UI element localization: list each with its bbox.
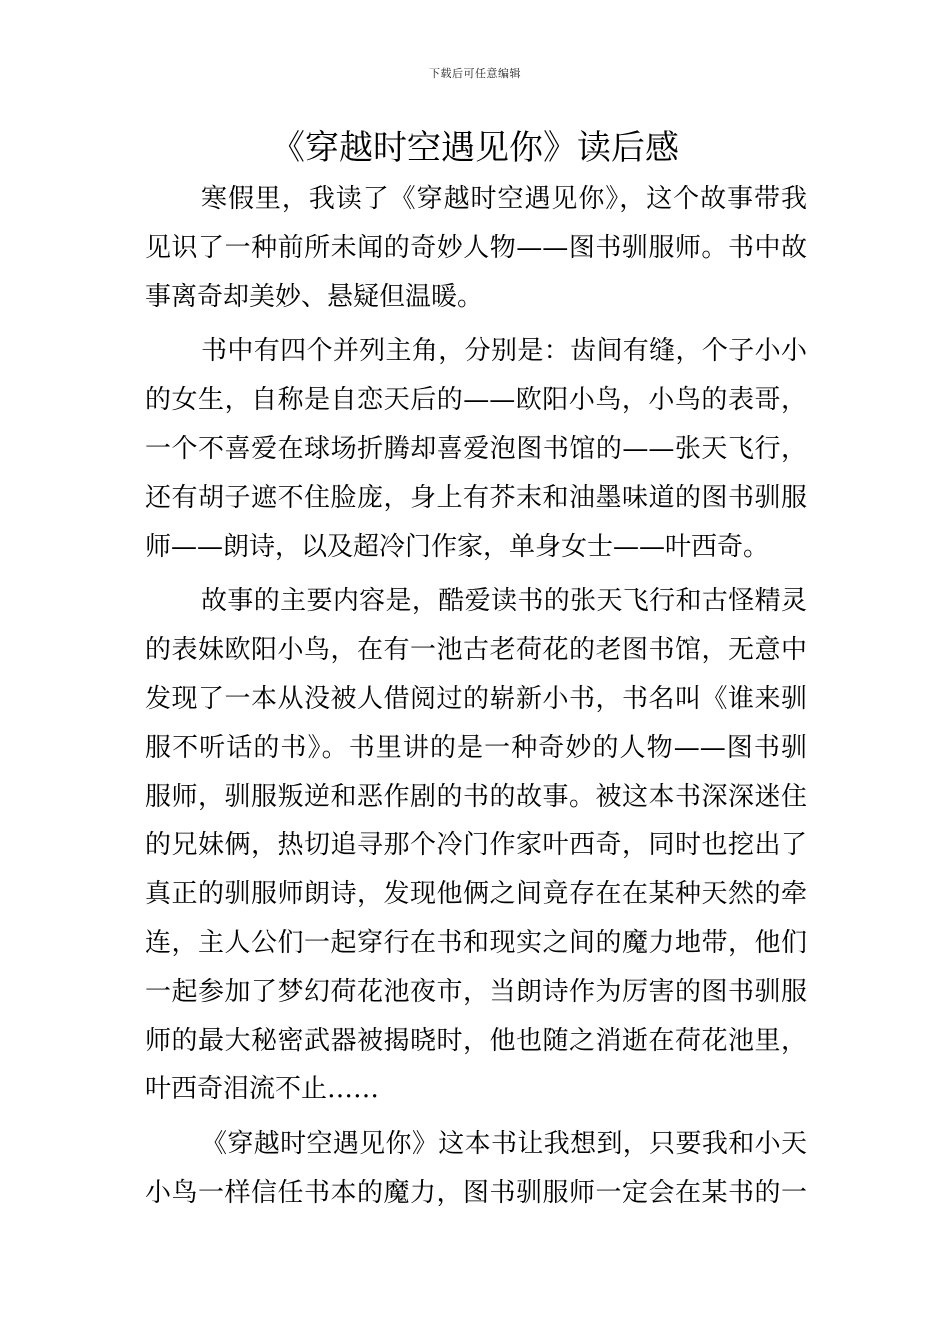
text-line: 发现了一本从没被人借阅过的崭新小书，书名叫《谁来驯 [145,683,807,714]
text-line: 故事的主要内容是，酷爱读书的张天飞行和古怪精灵 [201,586,807,617]
text-line: 服不听话的书》。书里讲的是一种奇妙的人物——图书驯 [145,732,807,763]
text-line: 一个不喜爱在球场折腾却喜爱泡图书馆的——张天飞行， [145,433,807,464]
paragraph [145,175,807,321]
text-line: 连，主人公们一起穿行在书和现实之间的魔力地带，他们 [145,927,807,958]
text-line: 见识了一种前所未闻的奇妙人物——图书驯服师。书中故 [145,232,807,263]
text-line: 服师，驯服叛逆和恶作剧的书的故事。被这本书深深迷住 [145,781,807,812]
text-line: 师的最大秘密武器被揭晓时，他也随之消逝在荷花池里， [145,1025,807,1056]
header-note: 下载后可任意编辑 [429,67,521,80]
text-line: 真正的驯服师朗诗，发现他俩之间竟存在在某种天然的牵 [145,879,807,910]
text-line: 叶西奇泪流不止…… [145,1074,380,1105]
text-line: 事离奇却美妙、悬疑但温暖。 [145,281,484,312]
body-text [145,175,807,1218]
text-line: 一起参加了梦幻荷花池夜市，当朗诗作为厉害的图书驯服 [145,976,807,1007]
text-line: 的兄妹俩，热切追寻那个冷门作家叶西奇，同时也挖出了 [145,830,807,861]
text-line: 小鸟一样信任书本的魔力，图书驯服师一定会在某书的一 [145,1177,807,1208]
text-line: 师——朗诗，以及超冷门作家，单身女士——叶西奇。 [145,531,770,562]
text-line: 的女生，自称是自恋天后的——欧阳小鸟，小鸟的表哥， [145,385,807,416]
text-line: 书中有四个并列主角，分别是：齿间有缝，个子小小 [201,336,807,367]
document-title: 《穿越时空遇见你》读后感 [271,128,679,168]
text-line: 寒假里，我读了《穿越时空遇见你》，这个故事带我 [201,184,807,214]
text-line: 还有胡子遮不住脸庞，身上有芥末和油墨味道的图书驯服 [145,482,807,513]
paragraph [145,577,807,1114]
paragraph [145,1120,807,1218]
text-line: 的表妹欧阳小鸟，在有一池古老荷花的老图书馆，无意中 [145,635,807,666]
paragraph [145,327,807,571]
text-line: 《穿越时空遇见你》这本书让我想到，只要我和小天 [201,1129,807,1160]
